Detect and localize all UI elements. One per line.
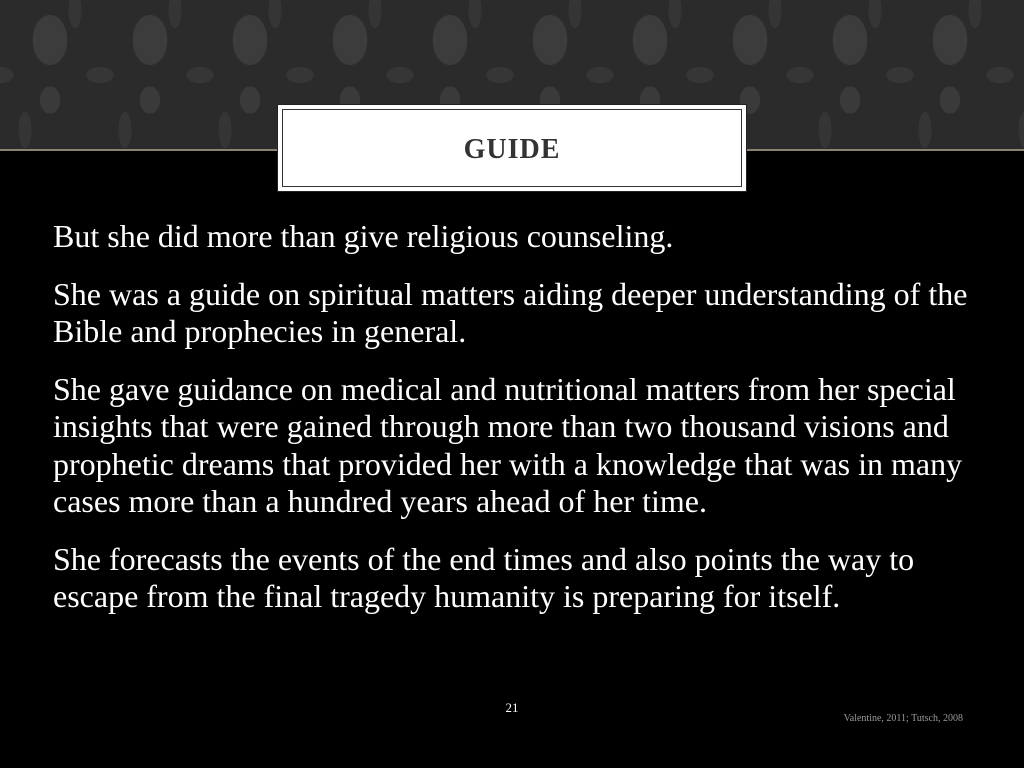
paragraph-2: She was a guide on spiritual matters aiding deeper understanding of the Bible and prophecies in general. — [53, 275, 968, 349]
citation: Valentine, 2011; Tutsch, 2008 — [843, 713, 963, 724]
title-box — [277, 104, 747, 192]
paragraph-1: But she did more than give religious counseling. — [53, 218, 674, 254]
paragraph-4: She forecasts the events of the end times and also points the way to escape from the final tragedy humanity is preparing for itself. — [53, 540, 915, 614]
slide-body — [53, 218, 973, 636]
slide-number: 21 — [505, 700, 519, 715]
slide-title: GUIDE — [463, 134, 561, 165]
paragraph-3: She gave guidance on medical and nutritional matters from her special insights that were gained through more than two thousand visions and prophetic dreams that provided her with a knowledge that was in many cases more than a hundred years ahead of her time. — [53, 370, 963, 519]
